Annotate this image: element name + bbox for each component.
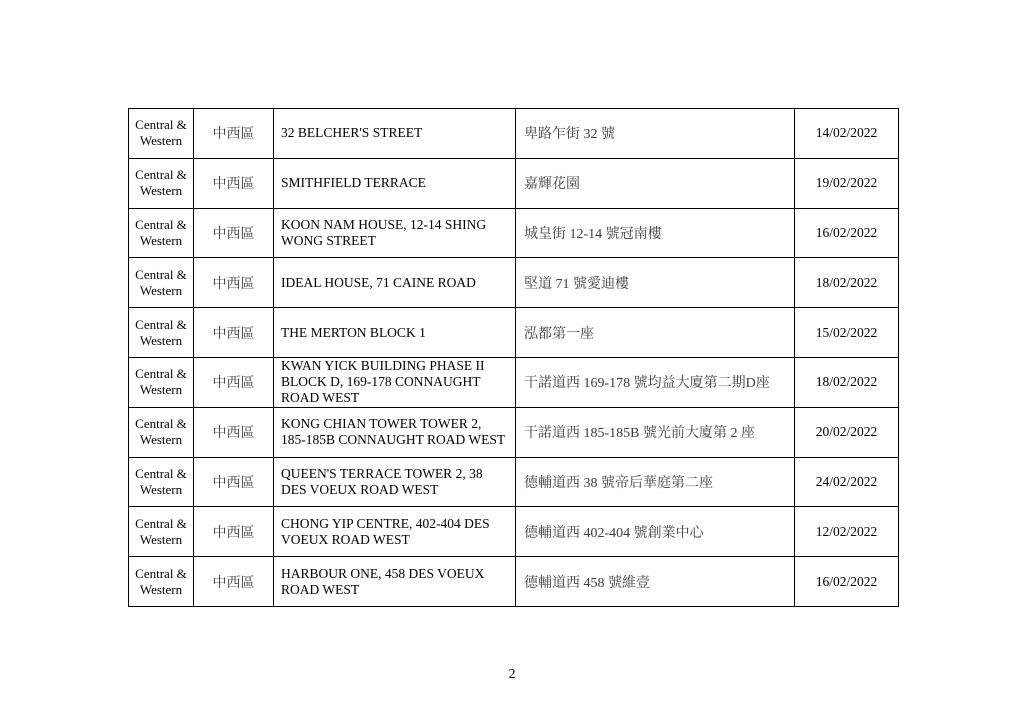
district-zh-cell: 中西區: [194, 357, 274, 407]
building-zh-cell: 德輔道西 38 號帝后華庭第二座: [516, 457, 795, 507]
date-cell: 19/02/2022: [795, 158, 899, 208]
district-en-text: Central & Western: [135, 167, 187, 199]
table-row: [129, 507, 899, 557]
district-en-text: Central & Western: [135, 117, 187, 149]
district-en-text: Central & Western: [135, 216, 187, 248]
district-zh-cell: 中西區: [194, 109, 274, 159]
table-row: [129, 407, 899, 457]
date-cell: 16/02/2022: [795, 557, 899, 607]
district-en-cell: [129, 457, 194, 507]
date-cell: 24/02/2022: [795, 457, 899, 507]
building-zh-cell: 德輔道西 402-404 號創業中心: [516, 507, 795, 557]
building-zh-cell: 嘉輝花園: [516, 158, 795, 208]
building-zh-cell: 泓都第一座: [516, 308, 795, 358]
district-en-text: Central & Western: [135, 366, 187, 398]
date-cell: 15/02/2022: [795, 308, 899, 358]
building-zh-cell: 干諾道西 169-178 號均益大廈第二期D座: [516, 357, 795, 407]
date-cell: 12/02/2022: [795, 507, 899, 557]
district-en-cell: [129, 258, 194, 308]
date-cell: 20/02/2022: [795, 407, 899, 457]
date-cell: 18/02/2022: [795, 357, 899, 407]
table-row: [129, 457, 899, 507]
district-en-cell: [129, 557, 194, 607]
district-zh-cell: 中西區: [194, 407, 274, 457]
district-zh-cell: 中西區: [194, 507, 274, 557]
district-en-cell: [129, 109, 194, 159]
date-cell: 14/02/2022: [795, 109, 899, 159]
district-en-text: Central & Western: [135, 465, 187, 497]
district-zh-cell: 中西區: [194, 158, 274, 208]
district-zh-cell: 中西區: [194, 308, 274, 358]
district-en-text: Central & Western: [135, 416, 187, 448]
district-en-cell: [129, 407, 194, 457]
district-en-text: Central & Western: [135, 316, 187, 348]
district-en-cell: [129, 308, 194, 358]
district-en-cell: [129, 208, 194, 258]
table-row: [129, 158, 899, 208]
building-en-cell: SMITHFIELD TERRACE: [274, 158, 516, 208]
table-row: [129, 357, 899, 407]
building-zh-cell: 堅道 71 號愛迪樓: [516, 258, 795, 308]
date-cell: 18/02/2022: [795, 258, 899, 308]
table-row: [129, 308, 899, 358]
district-en-cell: [129, 158, 194, 208]
building-en-cell: HARBOUR ONE, 458 DES VOEUX ROAD WEST: [274, 557, 516, 607]
district-en-cell: [129, 357, 194, 407]
district-zh-cell: 中西區: [194, 208, 274, 258]
district-zh-cell: 中西區: [194, 258, 274, 308]
table-row: [129, 208, 899, 258]
district-zh-cell: 中西區: [194, 557, 274, 607]
district-zh-cell: 中西區: [194, 457, 274, 507]
building-en-cell: KOON NAM HOUSE, 12-14 SHING WONG STREET: [274, 208, 516, 258]
district-en-text: Central & Western: [135, 266, 187, 298]
date-cell: 16/02/2022: [795, 208, 899, 258]
building-en-cell: THE MERTON BLOCK 1: [274, 308, 516, 358]
table-row: [129, 109, 899, 159]
district-en-cell: [129, 507, 194, 557]
district-en-text: Central & Western: [135, 565, 187, 597]
building-zh-cell: 卑路乍街 32 號: [516, 109, 795, 159]
building-zh-cell: 德輔道西 458 號維壹: [516, 557, 795, 607]
building-en-cell: QUEEN'S TERRACE TOWER 2, 38 DES VOEUX ROAD WEST: [274, 457, 516, 507]
building-en-cell: KONG CHIAN TOWER TOWER 2, 185-185B CONNAUGHT ROAD WEST: [274, 407, 516, 457]
building-zh-cell: 城皇街 12-14 號冠南樓: [516, 208, 795, 258]
page-number: 2: [508, 667, 516, 682]
table-row: [129, 258, 899, 308]
table-row: [129, 557, 899, 607]
district-en-text: Central & Western: [135, 515, 187, 547]
building-en-cell: IDEAL HOUSE, 71 CAINE ROAD: [274, 258, 516, 308]
buildings-table: [128, 108, 899, 607]
building-en-cell: KWAN YICK BUILDING PHASE II BLOCK D, 169-178 CONNAUGHT ROAD WEST: [274, 357, 516, 407]
building-en-cell: 32 BELCHER'S STREET: [274, 109, 516, 159]
building-en-cell: CHONG YIP CENTRE, 402-404 DES VOEUX ROAD WEST: [274, 507, 516, 557]
building-zh-cell: 干諾道西 185-185B 號光前大廈第 2 座: [516, 407, 795, 457]
